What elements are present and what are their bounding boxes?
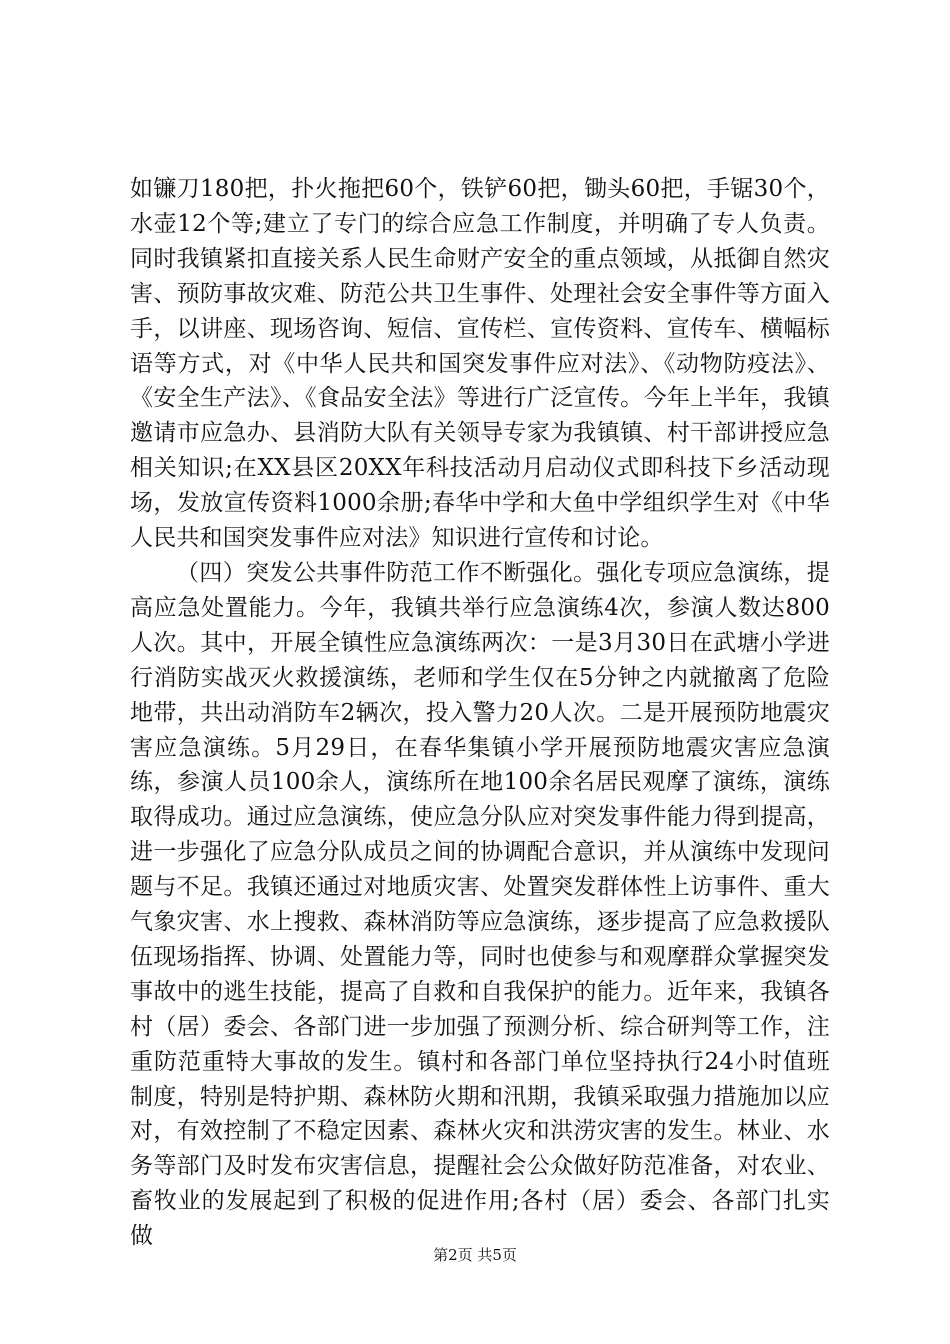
- paragraph-1: 如镰刀180把，扑火拖把60个，铁铲60把，锄头60把，手锯30个，水壶12个等;建立了专门的综合应急工作制度，并明确了专人负责。同时我镇紧扣直接关系人民生命财产安全的重点领域，从抵御自然灾害、预防事故灾难、防范公共卫生事件、处理社会安全事件等方面入手，以讲座、现场咨询、短信、宣传栏、宣传资料、宣传车、横幅标语等方式，对《中华人民共和国突发事件应对法》、《动物防疫法》、《安全生产法》、《食品安全法》等进行广泛宣传。今年上半年，我镇邀请市应急办、县消防大队有关领导专家为我镇镇、村干部讲授应急相关知识;在XX县区20XX年科技活动月启动仪式即科技下乡活动现场，发放宣传资料1000余册;春华中学和大鱼中学组织学生对《中华人民共和国突发事件应对法》知识进行宣传和讨论。: [130, 176, 830, 552]
- document-body: [130, 172, 830, 1254]
- paragraph-2: （四）突发公共事件防范工作不断强化。强化专项应急演练，提高应急处置能力。今年，我镇共举行应急演练4次，参演人数达800人次。其中，开展全镇性应急演练两次：一是3月30日在武塘小学进行消防实战灭火救援演练，老师和学生仅在5分钟之内就撤离了危险地带，共出动消防车2辆次，投入警力20人次。二是开展预防地震灾害应急演练。5月29日，在春华集镇小学开展预防地震灾害应急演练，参演人员100余人，演练所在地100余名居民观摩了演练，演练取得成功。通过应急演练，使应急分队应对突发事件能力得到提高，进一步强化了应急分队成员之间的协调配合意识，并从演练中发现问题与不足。我镇还通过对地质灾害、处置突发群体性上访事件、重大气象灾害、水上搜救、森林消防等应急演练，逐步提高了应急救援队伍现场指挥、协调、处置能力等，同时也使参与和观摩群众掌握突发事故中的逃生技能，提高了自救和自我保护的能力。近年来，我镇各村（居）委会、各部门进一步加强了预测分析、综合研判等工作，注重防范重特大事故的发生。镇村和各部门单位坚持执行24小时值班制度，特别是特护期、森林防火期和汛期，我镇采取强力措施加以应对，有效控制了不稳定因素、森林火灾和洪涝灾害的发生。林业、水务等部门及时发布灾害信息，提醒社会公众做好防范准备，对农业、畜牧业的发展起到了积极的促进作用;各村（居）委会、各部门扎实做: [130, 559, 830, 1250]
- page-number-footer: 第2页 共5页: [433, 1246, 517, 1264]
